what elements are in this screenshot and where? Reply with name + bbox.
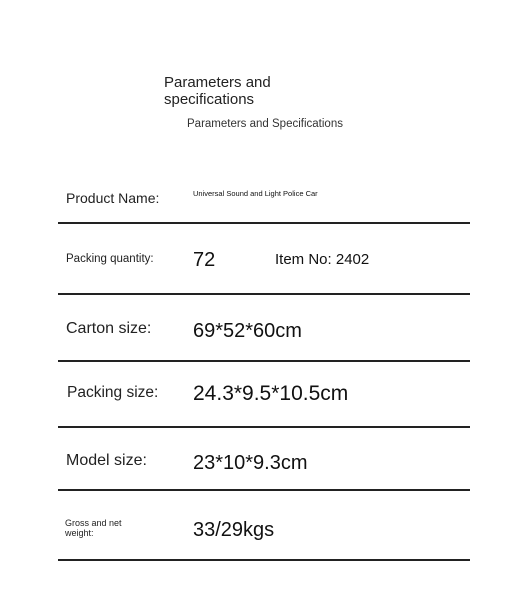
- row-divider: [58, 489, 470, 491]
- packing-quantity-label: Packing quantity:: [66, 253, 154, 265]
- carton-size-value: 69*52*60cm: [193, 320, 302, 342]
- packing-quantity-value: 72: [193, 249, 216, 271]
- weight-label: Gross and net weight:: [65, 518, 122, 538]
- product-name-value: Universal Sound and Light Police Car: [193, 189, 318, 198]
- packing-size-label: Packing size:: [67, 384, 159, 401]
- row-divider: [58, 426, 470, 428]
- packing-size-value: 24.3*9.5*10.5cm: [193, 382, 349, 405]
- page-subtitle: Parameters and Specifications: [187, 118, 343, 130]
- page-title: Parameters and specifications: [164, 74, 271, 108]
- item-number: Item No: 2402: [275, 251, 370, 268]
- row-divider: [58, 293, 470, 295]
- row-divider: [58, 222, 470, 224]
- row-divider: [58, 360, 470, 362]
- model-size-label: Model size:: [66, 452, 147, 469]
- row-divider: [58, 559, 470, 561]
- model-size-value: 23*10*9.3cm: [193, 452, 308, 474]
- weight-value: 33/29kgs: [193, 519, 275, 541]
- carton-size-label: Carton size:: [66, 320, 152, 337]
- product-name-label: Product Name:: [66, 190, 160, 206]
